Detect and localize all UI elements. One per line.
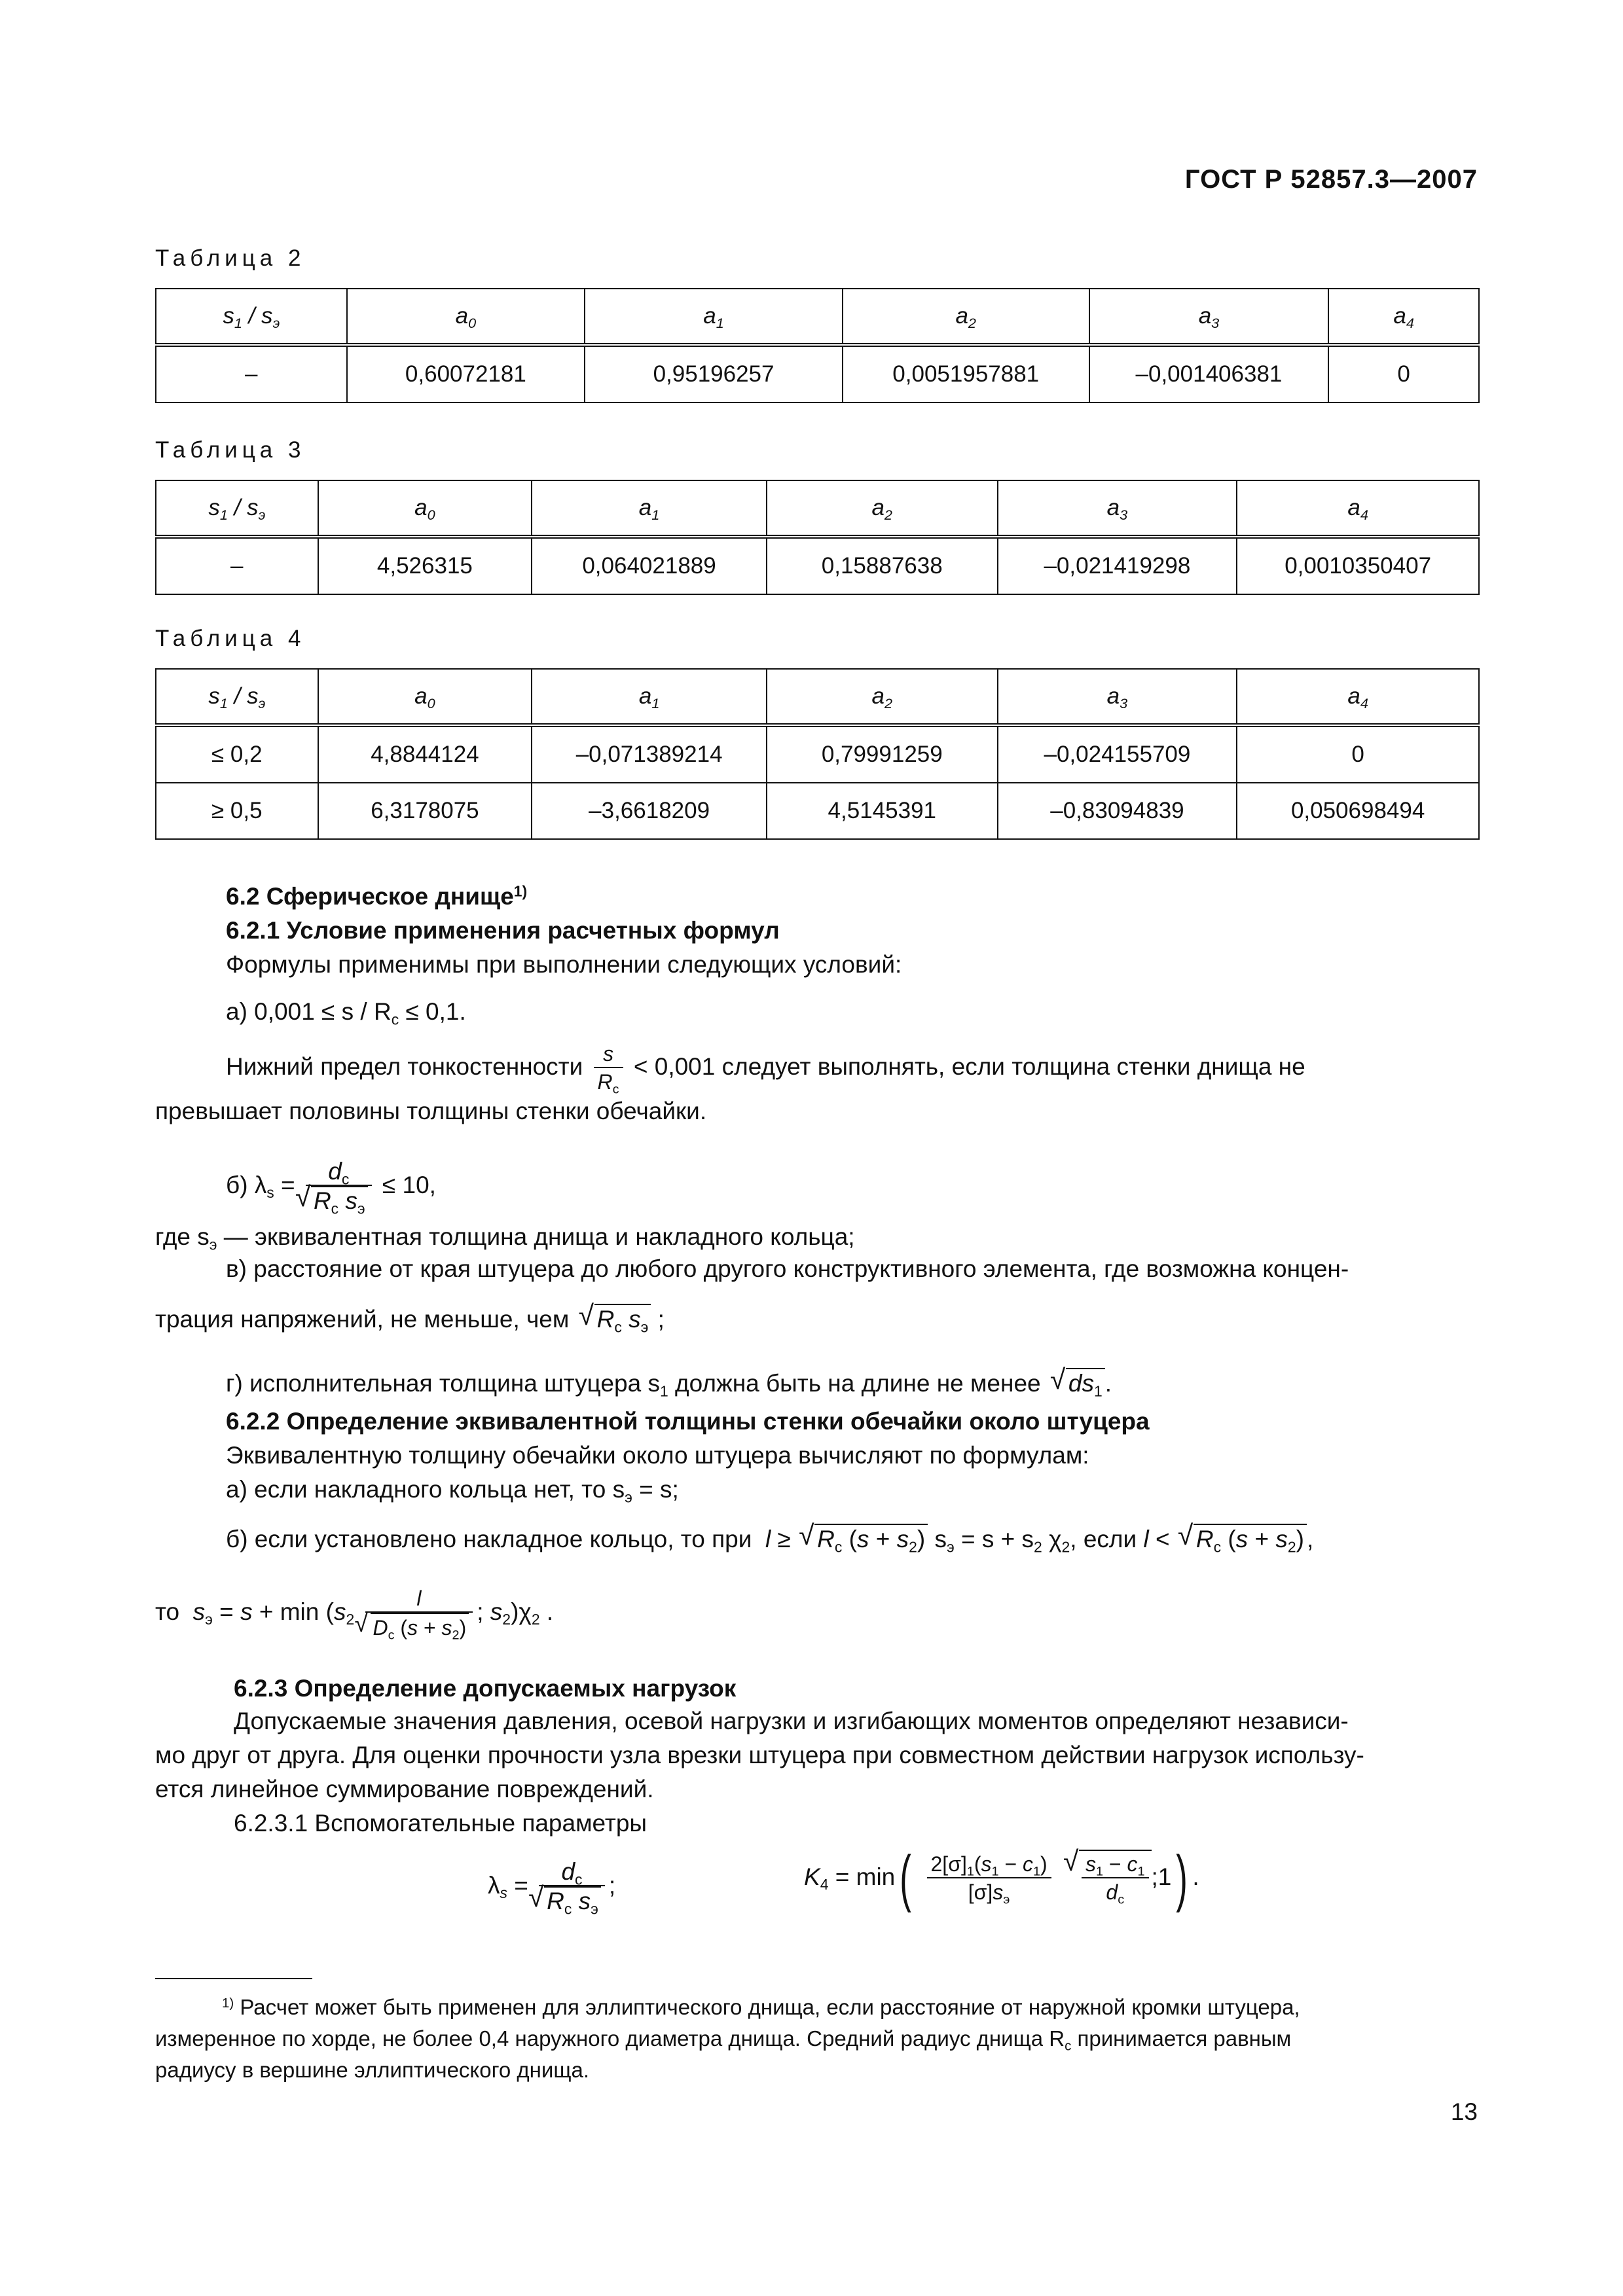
table-cell: – — [156, 345, 347, 403]
table-cell: ≥ 0,5 — [156, 783, 318, 839]
paragraph: мо друг от друга. Для оценки прочности узла врезки штуцера при совместном действии нагрузок использу- — [155, 1742, 1364, 1768]
paragraph: превышает половины толщины стенки обечайки. — [155, 1098, 707, 1124]
col-header-a1: $a_1$ — [532, 480, 767, 537]
page-number: 13 — [1450, 2098, 1478, 2125]
paragraph: Формулы применимы при выполнении следующих условий: — [226, 951, 902, 978]
table-cell: –3,6618209 — [532, 783, 767, 839]
table-cell: –0,024155709 — [998, 725, 1237, 783]
section-heading-6-2: 6.2 Сферическое днище$^{1)}$ — [226, 882, 528, 910]
condition-v-cont: трация напряжений, не меньше, чем √ $R_c$ $s_э$ ; — [155, 1304, 665, 1334]
table-cell: –0,83094839 — [998, 783, 1237, 839]
col-header-a1: $a_1$ — [585, 289, 843, 345]
table-cell: 0,050698494 — [1237, 783, 1479, 839]
table-cell: 0,064021889 — [532, 537, 767, 594]
condition-a: а) $0,001 \le s / R_c \le 0,1$. — [226, 998, 466, 1028]
col-header-a3: $a_3$ — [998, 480, 1237, 537]
col-header-a1: $a_1$ — [532, 669, 767, 725]
paragraph-lower-limit: Нижний предел тонкостенности $\frac{s}{R_c}$ < 0,001 следует выполнять, если толщина стенки днища не — [226, 1042, 1305, 1097]
fraction-l-over-root: l √ $D_c$ $(s + s_2)$ — [365, 1585, 473, 1641]
formula-case-b-result: то $s_э = s + \min (s_2$ l √ $D_c$ $(s + s_2)$ ; $s_2)\chi_2$ . — [155, 1585, 553, 1641]
col-header-a2: $a_2$ — [767, 480, 998, 537]
col-header-a4: $a_4$ — [1237, 480, 1479, 537]
table-cell: 0,0010350407 — [1237, 537, 1479, 594]
table-row — [156, 345, 1479, 403]
col-header-ratio: $s_1 / s_э$ — [156, 289, 347, 345]
table-row — [156, 783, 1479, 839]
footnote-separator — [155, 1978, 312, 1979]
col-header-ratio: $s_1 / s_э$ — [156, 480, 318, 537]
table-header-row — [156, 289, 1479, 345]
document-code: ГОСТ Р 52857.3—2007 — [1184, 165, 1478, 194]
table-cell: 0,60072181 — [347, 345, 585, 403]
paragraph: Эквивалентную толщину обечайки около штуцера вычисляют по формулам: — [226, 1442, 1089, 1469]
table-cell: –0,071389214 — [532, 725, 767, 783]
col-header-a2: $a_2$ — [767, 669, 998, 725]
table-header-row — [156, 669, 1479, 725]
section-heading-6-2-2: 6.2.2 Определение эквивалентной толщины стенки обечайки около штуцера — [226, 1408, 1150, 1435]
formula-case-a: а) если накладного кольца нет, то $s_э = s$; — [226, 1476, 679, 1506]
table-cell: 0 — [1237, 725, 1479, 783]
table-cell: 6,3178075 — [318, 783, 532, 839]
formula-lambda-s-2: $\lambda_s$ = $d_c$ √ $R_c$ $s_э$ ; — [488, 1859, 615, 1915]
table-cell: 0 — [1328, 345, 1479, 403]
table-row — [156, 725, 1479, 783]
col-header-a3: $a_3$ — [1089, 289, 1329, 345]
paragraph: Допускаемые значения давления, осевой нагрузки и изгибающих моментов определяют независи- — [234, 1708, 1349, 1734]
table-2 — [155, 288, 1480, 403]
formula-k4: $K_4 = \min$( $\frac{2[\sigma]_1(s_1 - c_1)}{[\sigma]s_э}$ √ $\frac{s_1 - c_1}{d_c}$ ;1) . — [804, 1847, 1199, 1910]
footnote: $^{1)}$ Расчет может быть применен для эллиптического днища, если расстояние от наружной кромки штуцера, измеренное по хорде, не более 0,4 наружного диаметра днища. Средний радиус днища $R_c$ принимается равным радиусу в вершине эллиптического днища. — [155, 1995, 1300, 2082]
col-header-a4: $a_4$ — [1328, 289, 1479, 345]
condition-v: в) расстояние от края штуцера до любого другого конструктивного элемента, где возможна концен- — [226, 1255, 1349, 1282]
col-header-a3: $a_3$ — [998, 669, 1237, 725]
col-header-ratio: $s_1 / s_э$ — [156, 669, 318, 725]
table-header-row — [156, 480, 1479, 537]
table-cell: 0,79991259 — [767, 725, 998, 783]
condition-g: г) исполнительная толщина штуцера $s_1$ должна быть на длине не менее √ $ds_1$ . — [226, 1368, 1112, 1398]
table-3 — [155, 480, 1480, 595]
table-4 — [155, 668, 1480, 840]
col-header-a0: $a_0$ — [347, 289, 585, 345]
table-cell: 4,8844124 — [318, 725, 532, 783]
col-header-a0: $a_0$ — [318, 480, 532, 537]
table-cell: 0,15887638 — [767, 537, 998, 594]
subsection-6-2-3-1: 6.2.3.1 Вспомогательные параметры — [234, 1810, 647, 1837]
footnote-ref: 1) — [513, 882, 528, 900]
col-header-a4: $a_4$ — [1237, 669, 1479, 725]
table-4-caption: Таблица 4 — [155, 626, 306, 651]
table-cell: –0,001406381 — [1089, 345, 1329, 403]
formula-lambda-s: $d_c$ √ $R_c$ $s_э$ — [306, 1158, 372, 1215]
table-cell: 4,526315 — [318, 537, 532, 594]
table-2-caption: Таблица 2 — [155, 245, 306, 271]
table-cell: 0,95196257 — [585, 345, 843, 403]
table-cell: – — [156, 537, 318, 594]
col-header-a0: $a_0$ — [318, 669, 532, 725]
section-heading-6-2-1: 6.2.1 Условие применения расчетных формул — [226, 917, 780, 944]
definition-s-e: где $s_э$ — эквивалентная толщина днища и накладного кольца; — [155, 1223, 855, 1253]
table-cell: –0,021419298 — [998, 537, 1237, 594]
formula-case-b: б) если установлено накладное кольцо, то при l ≥ √ $R_c$ $(s + s_2)$ $s_э = s + s_2$ $\chi_2$, если l < √ $R_c$ $(s + s_2)$ , — [226, 1524, 1313, 1554]
table-cell: 0,0051957881 — [843, 345, 1089, 403]
condition-b: б) $\lambda_s$ = $d_c$ √ $R_c$ $s_э$ ≤ 10, — [226, 1158, 436, 1215]
table-cell: ≤ 0,2 — [156, 725, 318, 783]
table-3-caption: Таблица 3 — [155, 437, 306, 463]
table-row — [156, 537, 1479, 594]
fraction-s-over-rc: $\frac{s}{R_c}$ — [594, 1041, 623, 1096]
section-heading-6-2-3: 6.2.3 Определение допускаемых нагрузок — [234, 1675, 737, 1702]
col-header-a2: $a_2$ — [843, 289, 1089, 345]
table-cell: 4,5145391 — [767, 783, 998, 839]
paragraph: ется линейное суммирование повреждений. — [155, 1776, 654, 1803]
